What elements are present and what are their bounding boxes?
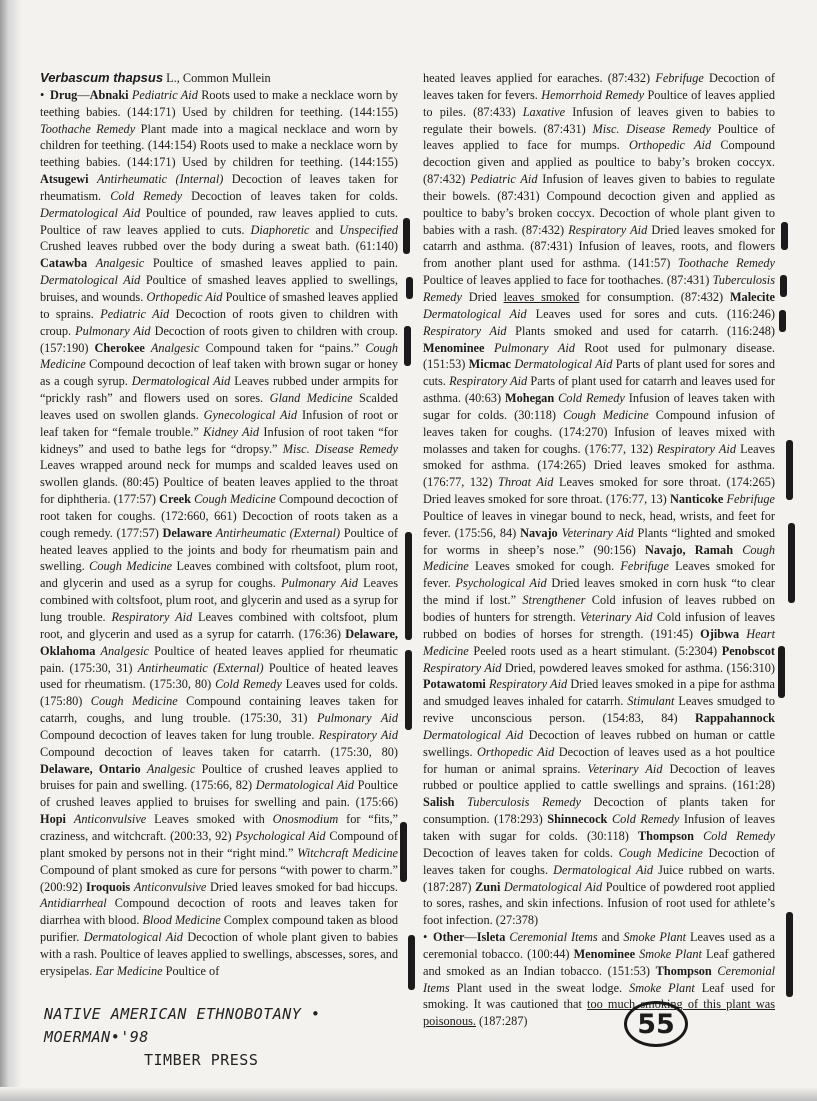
use-category: Anticonvulsive — [133, 879, 207, 894]
tribe-name: Iroquois — [86, 879, 134, 894]
bullet-icon: • — [40, 87, 45, 102]
body-text: (187:287) — [475, 1014, 528, 1029]
tribe-name: Mohegan — [504, 391, 559, 406]
body-text: Infusion of leaves given to babies to regulate their bowels. (87:431) — [423, 104, 775, 136]
body-text: Leaves used for colds. (175:80) — [40, 677, 398, 709]
use-category: Hemorrhoid Remedy — [541, 87, 645, 102]
body-text: Poultice of pounded, raw leaves applied to cuts. Poultice of raw leaves applied to cuts. — [40, 205, 398, 237]
use-category: Respiratory Aid — [568, 222, 648, 237]
body-text: Poultice of heated leaves applied for rheumatic pain. (175:30, 31) — [40, 643, 398, 675]
tribe-name: Navajo — [520, 525, 562, 540]
use-category: Misc. Disease Remedy — [592, 121, 711, 136]
underlined-text: too much smoking of this plant was poisonous. — [423, 997, 776, 1029]
tribe-name: Menominee — [573, 946, 640, 961]
use-category: Dermatological Aid — [503, 879, 603, 894]
body-text: Leaves combined with coltsfoot, plum root, and glycerin and used as a syrup for coughs. — [40, 559, 398, 591]
use-category: Dermatological Aid — [131, 374, 231, 389]
tribe-name: Hopi — [40, 812, 74, 827]
use-category: Onosmodium — [272, 812, 339, 827]
other-paragraph — [423, 929, 775, 1030]
margin-marker-bar — [403, 218, 410, 254]
tribe-name: Navajo, Ramah — [644, 542, 743, 557]
use-category: Pulmonary Aid — [281, 576, 358, 591]
tribe-name: Isleta — [476, 930, 510, 945]
body-text: Decoction of leaves taken for fevers. — [423, 71, 775, 102]
body-text: Complex compound taken as blood purifier. — [40, 913, 399, 945]
body-text: Crushed leaves rubbed over the body during a sweat bath. (61:140) — [40, 239, 398, 254]
handwritten-publisher: TIMBER PRESS — [144, 1051, 259, 1069]
use-category: Cough Medicine — [89, 559, 173, 574]
body-text: Leaves rubbed under armpits for “prickly rash” and flowers used on sores. — [40, 374, 398, 406]
margin-marker-bar — [405, 650, 412, 730]
use-category: Respiratory Aid — [423, 660, 502, 675]
use-category: Respiratory Aid — [449, 374, 528, 389]
use-category: Dermatological Aid — [40, 273, 141, 288]
body-text: Poultice of heated leaves used for rheumatism. (175:30, 80) — [40, 660, 398, 692]
body-text: Dried leaves smoked in corn husk “to clear the mind if lost.” — [423, 576, 776, 608]
body-text: Poultice of smashed leaves applied to swellings, bruises, and wounds. — [40, 273, 398, 304]
tribe-name: Delaware — [162, 525, 216, 540]
body-text: Poultice of — [162, 963, 220, 978]
body-text: Leaves used as a ceremonial tobacco. (100:44) — [423, 930, 776, 961]
tribe-name: Menominee — [423, 340, 494, 355]
body-text: Compound decoction of roots and leaves taken for diarrhea with blood. — [40, 896, 398, 928]
use-category: Veterinary Aid — [561, 525, 634, 540]
use-category: Cold Remedy — [110, 188, 183, 203]
body-text: Plant made into a magical necklace and worn by children for teething. (144:154) Roots used to make a necklace worn by teething babies. (144:171) Used by children for teething. (144:155) — [40, 121, 398, 170]
use-category: Orthopedic Aid — [476, 744, 555, 759]
section-category: Other — [433, 930, 465, 945]
body-text: Compound decoction given and applied as poultice to baby’s broken coccyx. (87:432) — [423, 138, 776, 187]
use-category: Ceremonial Items — [423, 963, 776, 995]
use-category: Pediatric Aid — [470, 172, 538, 187]
use-category: Veterinary Aid — [580, 610, 653, 624]
body-text: — — [77, 87, 90, 102]
body-text: Poultice of leaves in vinegar bound to neck, head, wrists, and feet for fever. (175:56, 84) — [423, 508, 775, 540]
use-category: Throat Aid — [498, 475, 554, 490]
body-text: Leaf used for smoking. It was cautioned that — [423, 980, 776, 1012]
use-category: Toothache Remedy — [677, 256, 775, 271]
use-category: Cold Remedy — [611, 812, 680, 827]
tribe-name: Shinnecock — [547, 812, 612, 827]
body-text: Decoction of leaves taken for coughs. — [423, 845, 775, 877]
body-text: Leaves combined with coltsfoot, plum root, and glycerin and used as a syrup for lung trouble. — [40, 576, 398, 624]
tribe-name: Delaware, Oklahoma — [40, 626, 398, 658]
drug-text-continued — [423, 71, 775, 927]
tribe-name: Thompson — [655, 963, 718, 978]
use-category: Respiratory Aid — [656, 441, 737, 456]
use-category: Unspecified — [339, 222, 398, 237]
use-category: Respiratory Aid — [489, 677, 568, 692]
body-text: heated leaves applied for earaches. (87:432) — [423, 71, 656, 85]
body-text: Compound of plant smoked by persons not in their “right mind.” — [40, 828, 399, 860]
use-category: Veterinary Aid — [587, 761, 663, 776]
body-text: Leaves smoked with — [146, 812, 273, 827]
use-category: Cough Medicine — [563, 407, 649, 422]
use-category: Analgesic — [100, 643, 149, 658]
use-category: Psychological Aid — [235, 828, 326, 843]
body-text: Dried — [461, 289, 504, 304]
margin-marker-bar — [405, 532, 412, 640]
use-category: Cold Remedy — [703, 828, 775, 843]
body-text: and — [309, 222, 340, 237]
use-category: Analgesic — [95, 256, 145, 271]
body-text: Compound decoction of root taken for coughs. (172:660, 661) Decoction of roots taken as a cough remedy. (177:57) — [40, 492, 398, 540]
body-text: Infusion of root taken “for kidneys” and used to bathe legs for “dropsy.” — [40, 424, 398, 456]
body-text: Infusion of leaves given to babies to regulate their bowels. (87:431) Compound decoction given and applied as poultice to baby’s broken coccyx. Decoction of whole plant given to babies with a rash. (87:432) — [423, 172, 775, 237]
tribe-name: Micmac — [468, 357, 515, 372]
body-text: for consumption. (87:432) — [579, 289, 730, 304]
body-text: Leaves smudged to revive unconscious person. (154:83, 84) — [423, 694, 775, 726]
body-text: Compound of plant smoked as cure for persons “with power to charm.” (200:92) — [40, 862, 398, 894]
body-text: Leaf gathered and smoked as an Indian tobacco. (151:53) — [423, 946, 775, 978]
use-category: Febrifuge — [620, 559, 669, 574]
use-category: Cough Medicine — [40, 340, 398, 372]
body-text: Leaves combined with coltsfoot, plum root, and glycerin and used as a syrup for catarrh. (176:36) — [40, 610, 398, 641]
use-category: Dermatological Aid — [83, 930, 183, 945]
body-text: Poultice of crushed leaves applied to bruises for swelling and pain. (175:66) — [40, 778, 398, 810]
use-category: Pediatric Aid — [131, 87, 198, 102]
body-text: Cold infusion of leaves rubbed on bodies of hunters for strength. — [423, 593, 775, 624]
tribe-name: Salish — [423, 795, 468, 810]
tribe-name: Abnaki — [89, 87, 132, 102]
use-category: Pulmonary Aid — [75, 323, 151, 338]
section-category: Drug — [50, 87, 78, 102]
use-category: Kidney Aid — [203, 424, 260, 439]
body-text: Infusion of leaves taken with sugar for colds. (30:118) — [423, 812, 775, 843]
bullet-icon: • — [423, 930, 428, 945]
body-text: Decoction of leaves taken for colds. — [423, 845, 619, 860]
use-category: Pulmonary Aid — [316, 711, 398, 726]
body-text: Parts of plant used for sores and cuts. — [423, 357, 775, 389]
body-text: Cold infusion of leaves rubbed on bodies of horses for strength. (191:45) — [423, 610, 775, 641]
use-category: Cough Medicine — [618, 845, 703, 860]
use-category: Gland Medicine — [269, 391, 353, 406]
tribe-name: Nanticoke — [670, 492, 727, 507]
body-text: Decoction of plants taken for consumption. (178:293) — [423, 795, 775, 827]
body-text: Juice rubbed on warts. (187:287) — [423, 862, 775, 894]
body-text: Peeled roots used as a heart stimulant. (5:2304) — [468, 643, 722, 658]
use-category: Stimulant — [627, 694, 675, 709]
use-category: Smoke Plant — [629, 980, 695, 995]
body-text: Decoction of leaves taken for rheumatism. — [40, 172, 399, 203]
body-text: Dried, powdered leaves smoked for asthma. (156:310) — [501, 660, 776, 675]
species-author-common-name: L., Common Mullein — [163, 71, 271, 85]
body-text: Plants “lighted and smoked for worms in sheep’s nose.” (90:156) — [423, 525, 776, 557]
margin-marker-bar — [779, 310, 786, 332]
use-category: Analgesic — [146, 761, 196, 776]
use-category: Febrifuge — [726, 492, 775, 507]
body-text: Poultice of leaves applied to piles. (87:433) — [423, 87, 776, 119]
body-text: Decoction of leaves taken for colds. — [182, 188, 398, 203]
body-text: Roots used to make a necklace worn by teething babies. (144:171) Used by children for teething. (144:155) — [40, 87, 398, 119]
page-bottom-shadow — [0, 1087, 817, 1101]
drug-paragraph — [40, 87, 398, 980]
body-text: Poultice of crushed leaves applied to bruises for pain and swelling. (175:66, 82) — [40, 761, 398, 793]
margin-marker-bar — [786, 912, 793, 997]
body-text: Plant used in the sweat lodge. — [449, 980, 630, 995]
use-category: Dermatological Aid — [423, 306, 527, 321]
body-text: Leaves used for sores and cuts. (116:246) — [526, 306, 775, 321]
page-gutter-shadow — [0, 0, 22, 1101]
use-category: Analgesic — [150, 340, 200, 355]
margin-marker-bar — [788, 523, 795, 603]
use-category: Respiratory Aid — [318, 727, 398, 742]
handwritten-citation — [44, 1003, 424, 1072]
body-text: Poultice of powdered root applied to sores, rashes, and skin infections. Infusion of root used for athlete’s foot infection. (27:378) — [423, 879, 775, 928]
body-text: Leaves smoked for sore throat. (174:265) Dried leaves smoked for sore throat. (176:77, 13) — [423, 475, 775, 507]
margin-marker-bar — [406, 277, 413, 299]
body-text: Decoction of leaves used as a hot poultice for human or animal sprains. — [423, 744, 775, 776]
use-category: Heart Medicine — [423, 626, 775, 658]
underlined-text: leaves smoked — [503, 289, 580, 304]
body-text: Compound containing leaves taken for catarrh, coughs, and lung trouble. (175:30, 31) — [40, 694, 398, 726]
body-text: Decoction of roots given to children with croup. — [40, 306, 399, 338]
margin-marker-bar — [404, 326, 411, 366]
body-text: Plants smoked and used for catarrh. (116:248) — [506, 323, 775, 338]
margin-marker-bar — [400, 822, 407, 882]
tribe-name: Penobscot — [721, 643, 775, 658]
use-category: Dermatological Aid — [553, 862, 654, 877]
use-category: Cough Medicine — [90, 694, 178, 709]
tribe-name: Malecite — [729, 289, 775, 304]
body-text: Poultice of smashed leaves applied to pain. — [144, 256, 398, 271]
body-text: and — [597, 930, 624, 945]
use-category: Blood Medicine — [142, 913, 221, 928]
drug-paragraph-continued — [423, 70, 775, 929]
use-category: Orthopedic Aid — [629, 138, 712, 153]
drug-text — [40, 88, 398, 978]
body-text: Poultice of leaves applied to face for toothaches. (87:431) — [423, 273, 713, 288]
use-category: Pediatric Aid — [100, 306, 170, 321]
tribe-name: Delaware, Ontario — [40, 761, 147, 776]
tribe-name: Thompson — [637, 828, 704, 843]
use-category: Cold Remedy — [215, 677, 282, 692]
use-category: Dermatological Aid — [423, 727, 524, 742]
tribe-name: Potawatomi — [423, 677, 490, 692]
body-text: Dried leaves smoked for catarrh and asthma. (87:431) Infusion of leaves, roots, and flowers from another plant used for asthma. (141:57) — [423, 222, 775, 271]
use-category: Cold Remedy — [558, 391, 625, 406]
body-text: Infusion of leaves taken with sugar for colds. (30:118) — [423, 391, 775, 422]
tribe-name: Creek — [159, 492, 195, 507]
use-category: Cough Medicine — [194, 492, 276, 507]
use-category: Orthopedic Aid — [146, 289, 223, 304]
use-category: Misc. Disease Remedy — [282, 441, 398, 456]
use-category: Tuberculosis Remedy — [467, 795, 581, 810]
body-text: Compound decoction of leaves taken for catarrh. (175:30, 80) — [40, 744, 398, 759]
body-text: Root used for pulmonary disease. (151:53) — [423, 340, 775, 372]
handwritten-book-title: NATIVE AMERICAN ETHNOBOTANY • MOERMAN•'98 — [44, 1005, 321, 1046]
body-text: Leaves smoked for cough. — [468, 559, 621, 574]
left-column — [40, 70, 398, 980]
body-text: Infusion of root or leaf taken for “female trouble.” — [40, 407, 399, 439]
body-text: Leaves wrapped around neck for mumps and scalded leaves used on swollen glands. (80:45) Poultice of beaten leaves applied to the throat for diphtheria. (177:57) — [40, 458, 398, 507]
body-text: Parts of plant used for catarrh and leaves used for asthma. (40:63) — [423, 374, 775, 406]
use-category: Antirheumatic (External) — [215, 525, 341, 540]
margin-marker-bar — [781, 222, 788, 250]
body-text: Decoction of leaves rubbed on human or cattle swellings. — [423, 727, 775, 759]
use-category: Febrifuge — [655, 71, 704, 85]
use-category: Diaphoretic — [250, 222, 310, 237]
body-text: Scalded leaves used on swollen glands. — [40, 391, 398, 422]
use-category: Ceremonial Items — [509, 930, 598, 945]
body-text: Dried leaves smoked for bad hiccups. — [206, 879, 398, 894]
use-category: Strengthener — [522, 593, 586, 608]
body-text: for “fits,” craziness, and witchcraft. (200:33, 92) — [40, 812, 399, 843]
use-category: Respiratory Aid — [423, 323, 507, 338]
use-category: Antirheumatic (Internal) — [96, 172, 224, 187]
use-category: Toothache Remedy — [40, 121, 136, 136]
body-text: Poultice of heated leaves applied to the joints and body for rheumatism pain and swelling. — [40, 525, 398, 574]
use-category: Antirheumatic (External) — [137, 660, 264, 675]
use-category: Cough Medicine — [423, 542, 775, 574]
use-category: Witchcraft Medicine — [297, 845, 398, 860]
margin-marker-bar — [780, 275, 787, 297]
use-category: Psychological Aid — [455, 576, 547, 591]
use-category: Ear Medicine — [95, 963, 163, 978]
body-text: — — [464, 930, 477, 945]
margin-marker-bar — [408, 935, 415, 990]
tribe-name: Rappahannock — [695, 711, 775, 726]
tribe-name: Ojibwa — [700, 626, 747, 641]
use-category: Smoke Plant — [623, 930, 687, 945]
body-text: Decoction of whole plant given to babies with a rash. Poultice of leaves applied to swellings, abscesses, sores, and erysipelas. — [40, 930, 398, 978]
tribe-name: Atsugewi — [40, 172, 97, 187]
use-category: Anticonvulsive — [73, 812, 147, 827]
right-column — [423, 70, 775, 1030]
use-category: Gynecological Aid — [203, 407, 298, 422]
entry-heading — [40, 70, 398, 87]
body-text: Poultice of smashed leaves applied to sprains. — [40, 289, 398, 321]
tribe-name: Catawba — [40, 256, 96, 271]
other-text — [423, 930, 775, 1028]
body-text: Compound infusion of leaves taken for coughs. (174:270) Infusion of leaves mixed with molasses and taken for coughs. (176:77, 132) — [423, 407, 775, 456]
tribe-name: Zuni — [475, 879, 504, 894]
margin-marker-bar — [778, 646, 785, 698]
use-category: Dermatological Aid — [255, 778, 355, 793]
use-category: Dermatological Aid — [40, 205, 141, 220]
use-category: Pulmonary Aid — [493, 340, 575, 355]
body-text: Decoction of leaves rubbed or poultice applied to cattle swellings and sprains. (161:28) — [423, 761, 775, 793]
body-text: Poultice of leaves applied to face for mumps. — [423, 121, 775, 153]
use-category: Dermatological Aid — [514, 357, 613, 372]
body-text: Compound taken for “pains.” — [199, 340, 366, 355]
body-text: Compound decoction of leaf taken with brown sugar or honey as a cough syrup. — [40, 357, 398, 389]
use-category: Tuberculosis Remedy — [423, 273, 775, 304]
margin-marker-bar — [786, 440, 793, 500]
tribe-name: Cherokee — [94, 340, 151, 355]
body-text: Dried leaves smoked in a pipe for asthma and smudged leaves inhaled for catarrh. — [423, 677, 775, 709]
body-text: Compound decoction of leaves taken for lung trouble. — [40, 727, 319, 742]
body-text: Decoction of roots given to children with croup. (157:190) — [40, 323, 398, 355]
use-category: Smoke Plant — [639, 946, 702, 961]
use-category: Respiratory Aid — [111, 610, 193, 624]
body-text: Leaves smoked for asthma. (174:265) Dried leaves smoked for asthma. (176:77, 132) — [423, 441, 775, 490]
species-name: Verbascum thapsus — [40, 70, 164, 85]
page-number-circled: 55 — [624, 1001, 688, 1047]
use-category: Antidiarrheal — [40, 896, 107, 911]
use-category: Laxative — [522, 104, 566, 119]
body-text: Leaves smoked for fever. — [423, 559, 775, 591]
